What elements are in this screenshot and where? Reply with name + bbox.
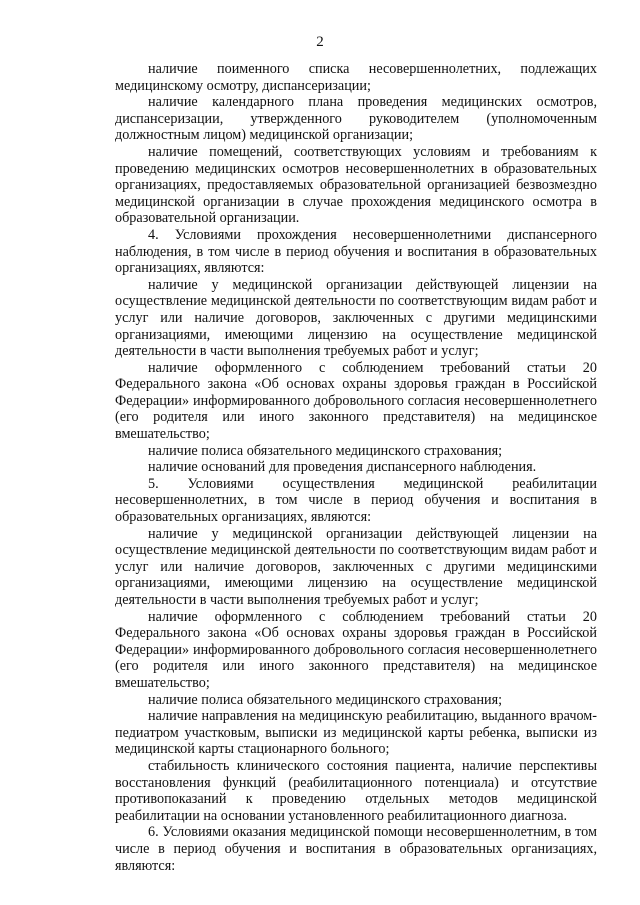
paragraph: наличие оформленного с соблюдением требований статьи 20 Федерального закона «Об основах охраны здоровья граждан в Российской Федерации» информированного добровольного согласия несовершеннолетнего (его родителя или иного законного представителя) на медицинское вмешательство; <box>115 359 597 443</box>
paragraph: наличие полиса обязательного медицинского страхования; <box>148 691 503 708</box>
paragraph: наличие оснований для проведения диспансерного наблюдения. <box>148 459 537 476</box>
paragraph: 5. Условиями осуществления медицинской реабилитации несовершеннолетних, в том числе в период обучения и воспитания в образовательных организациях, являются: <box>115 475 597 526</box>
paragraph: стабильность клинического состояния пациента, наличие перспективы восстановления функций (реабилитационного потенциала) и отсутствие противопоказаний к проведению отдельных методов медицинской реабилитации на основании установленного реабилитационного диагноза. <box>115 757 597 824</box>
document-body <box>115 61 597 874</box>
paragraph: наличие у медицинской организации действующей лицензии на осуществление медицинской деятельности по соответствующим видам работ и услуг или наличие договоров, заключенных с другими медицинскими организациями, имеющими лицензию на осуществление медицинской деятельности в части выполнения требуемых работ и услуг; <box>115 525 597 608</box>
paragraph: наличие оформленного с соблюдением требований статьи 20 Федерального закона «Об основах охраны здоровья граждан в Российской Федерации» информированного добровольного согласия несовершеннолетнего (его родителя или иного законного представителя) на медицинское вмешательство; <box>115 608 597 691</box>
paragraph: наличие направления на медицинскую реабилитацию, выданного врачом-педиатром участковым, выписки из медицинской карты ребенка, выписки из медицинской карты стационарного больного; <box>115 708 597 758</box>
paragraph: 6. Условиями оказания медицинской помощи несовершеннолетним, в том числе в период обучения и воспитания в образовательных организациях, являются: <box>115 824 597 874</box>
paragraph: наличие поименного списка несовершеннолетних, подлежащих медицинскому осмотру, диспансеризации; <box>115 61 597 94</box>
paragraph: 4. Условиями прохождения несовершеннолетними диспансерного наблюдения, в том числе в период обучения и воспитания в образовательных организациях, являются: <box>115 226 597 277</box>
paragraph: наличие у медицинской организации действующей лицензии на осуществление медицинской деятельности по соответствующим видам работ и услуг или наличие договоров, заключенных с другими медицинскими организациями, имеющими лицензию на осуществление медицинской деятельности в части выполнения требуемых работ и услуг; <box>115 276 597 360</box>
paragraph: наличие помещений, соответствующих условиям и требованиям к проведению медицинских осмотров несовершеннолетних в образовательных организациях, предоставляемых образовательной организацией безвозмездно медицинской организации в случае прохождения медицинского осмотра в образовательной организации. <box>115 143 597 227</box>
page-number: 2 <box>316 34 324 50</box>
paragraph: наличие полиса обязательного медицинского страхования; <box>148 442 503 459</box>
paragraph: наличие календарного плана проведения медицинских осмотров, диспансеризации, утвержденного руководителем (уполномоченным должностным лицом) медицинской организации; <box>115 94 597 144</box>
